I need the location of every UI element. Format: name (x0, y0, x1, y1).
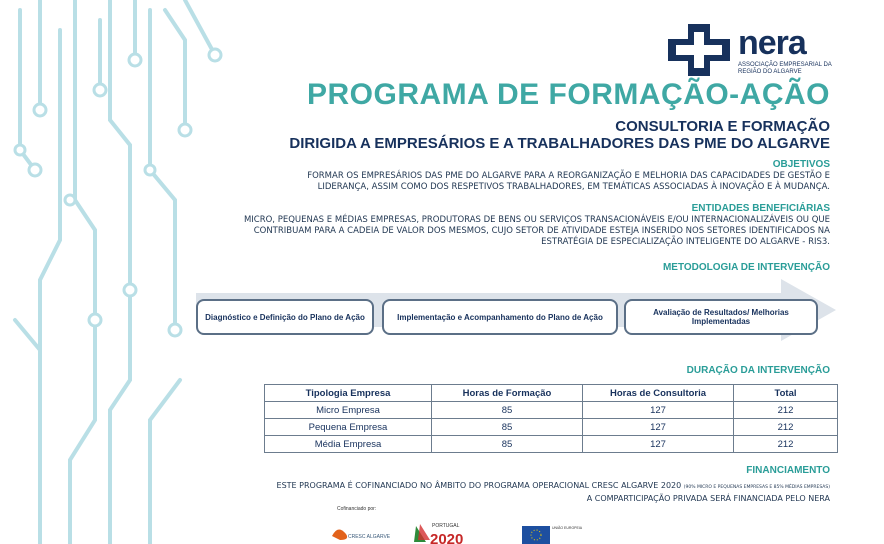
cell: 127 (583, 436, 734, 453)
entidades-text (244, 215, 830, 248)
cell: 127 (583, 419, 734, 436)
uniao-europeia-logo (522, 525, 583, 544)
step-avaliacao (624, 299, 818, 335)
table-header-row (265, 385, 838, 402)
cell: 85 (432, 419, 583, 436)
sponsor-logos (330, 520, 583, 544)
cell: Média Empresa (265, 436, 432, 453)
entidades-line-2: CONTRIBUAM PARA A CADEIA DE VALOR DOS MESMOS, CUJO SETOR DE ATIVIDADE ESTEJA INSERIDO NOS SETORES IDENTIFICADOS NA (253, 226, 830, 236)
metodologia-heading: METODOLOGIA DE INTERVENÇÃO (662, 262, 830, 273)
subtitle-2: DIRIGIDA A EMPRESÁRIOS E A TRABALHADORES DAS PME DO ALGARVE (289, 135, 830, 152)
sponsor-2020: 2020 (430, 531, 464, 544)
cell: 212 (734, 419, 838, 436)
table-row (265, 436, 838, 453)
step-3-label: Avaliação de Resultados/ Melhorias Implementadas (653, 308, 789, 326)
cell: Micro Empresa (265, 402, 432, 419)
duracao-heading: DURAÇÃO DA INTERVENÇÃO (686, 365, 830, 376)
cell: 85 (432, 436, 583, 453)
col-total: Total (734, 385, 838, 402)
cell: 85 (432, 402, 583, 419)
cross-logo-icon (668, 24, 730, 76)
cell: 127 (583, 402, 734, 419)
col-tipologia: Tipologia Empresa (265, 385, 432, 402)
objetivos-line-1: FORMAR OS EMPRESÁRIOS DAS PME DO ALGARVE PARA A REORGANIZAÇÃO E MELHORIA DAS CAPACIDADES DE GESTÃO E (307, 171, 830, 181)
financiamento-heading: FINANCIAMENTO (746, 465, 830, 476)
circuit-decoration (0, 0, 230, 544)
page-title: PROGRAMA DE FORMAÇÃO-AÇÃO (306, 78, 830, 111)
entidades-line-3: ESTRATÉGIA DE ESPECIALIZAÇÃO INTELIGENTE DO ALGARVE - RIS3. (541, 237, 830, 247)
financiamento-text-1: ESTE PROGRAMA É COFINANCIADO NO ÂMBITO DO PROGRAMA OPERACIONAL CRESC ALGARVE 2020 (276, 481, 682, 490)
objetivos-heading: OBJETIVOS (772, 159, 830, 170)
entidades-heading: ENTIDADES BENEFICIÁRIAS (691, 203, 830, 214)
col-horas-consultoria: Horas de Consultoria (583, 385, 734, 402)
col-horas-formacao: Horas de Formação (432, 385, 583, 402)
sponsor-cresc-algarve: CRESC ALGARVE (348, 534, 391, 540)
sponsor-uniao-europeia: UNIÃO EUROPEIA (552, 526, 583, 530)
nera-logo (668, 22, 838, 80)
cell: 212 (734, 402, 838, 419)
step-implementacao (382, 299, 618, 335)
financiamento-line-2: A COMPARTICIPAÇÃO PRIVADA SERÁ FINANCIADA PELO NERA (586, 494, 830, 503)
logo-subtitle: ASSOCIAÇÃO EMPRESARIAL DA REGIÃO DO ALGARVE (738, 62, 832, 75)
financiamento-line-1 (277, 481, 830, 490)
cell: 212 (734, 436, 838, 453)
step-2-label: Implementação e Acompanhamento do Plano de Ação (397, 312, 603, 322)
step-diagnostico (196, 299, 374, 335)
cresc-algarve-logo (332, 529, 391, 540)
objetivos-text (307, 171, 830, 193)
subtitle-1: CONSULTORIA E FORMAÇÃO (615, 118, 830, 135)
table-row (265, 402, 838, 419)
step-1-label: Diagnóstico e Definição do Plano de Ação (205, 312, 365, 322)
objetivos-line-2: LIDERANÇA, ASSIM COMO DOS RESPETIVOS TRABALHADORES, EM TEMÁTICAS ASSOCIADAS À INOVAÇÃO E À MUDANÇA. (317, 182, 830, 192)
duracao-table (264, 384, 838, 453)
financiamento-note: (90% MICRO E PEQUENAS EMPRESAS E 85% MÉDIAS EMPRESAS) (683, 485, 830, 490)
sponsor-portugal: PORTUGAL (432, 523, 460, 529)
portugal-2020-logo (414, 523, 463, 544)
cofinanciado-label: Cofinanciado por: (337, 506, 377, 512)
logo-name: nera (738, 24, 806, 62)
table-row (265, 419, 838, 436)
entidades-line-1: MICRO, PEQUENAS E MÉDIAS EMPRESAS, PRODUTORAS DE BENS OU SERVIÇOS TRANSACIONÁVEIS E/OU INTERNACIONALIZÁVEIS OU QUE (243, 215, 830, 225)
cell: Pequena Empresa (265, 419, 432, 436)
